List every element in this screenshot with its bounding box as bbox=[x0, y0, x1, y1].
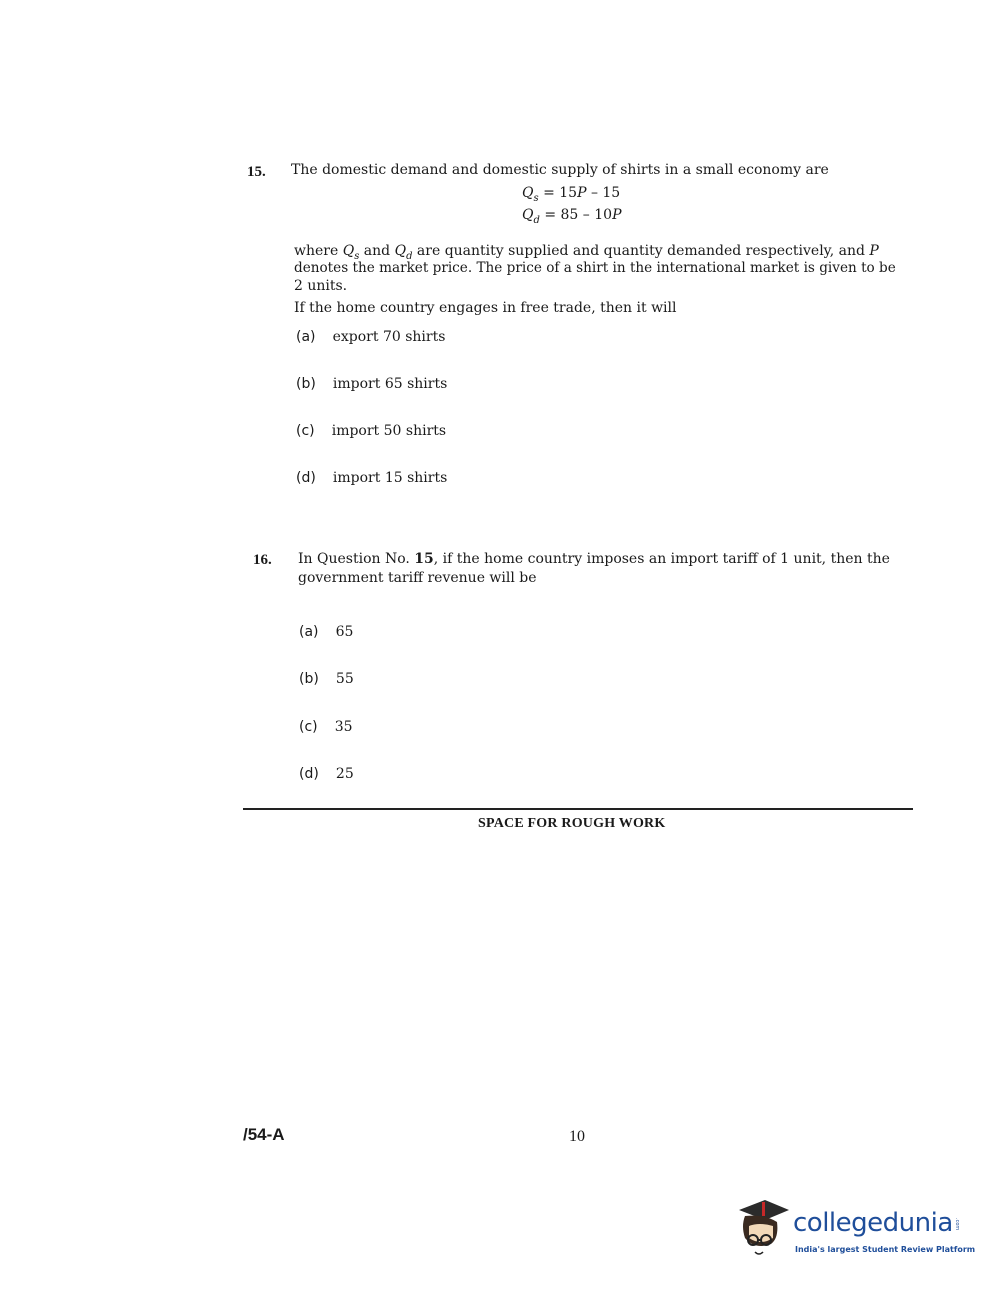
q15-where-line3: 2 units. bbox=[294, 278, 348, 294]
q15-where-line2: denotes the market price. The price of a shirt in the international market is given to be bbox=[294, 260, 896, 276]
eq-p: P bbox=[577, 185, 587, 201]
q16-option-d[interactable] bbox=[299, 763, 354, 782]
brand-com-suffix: .com bbox=[954, 1218, 960, 1231]
text: In Question No. bbox=[298, 551, 415, 567]
option-text: 65 bbox=[335, 624, 354, 640]
q16-number: 16. bbox=[253, 552, 272, 568]
page-number: 10 bbox=[569, 1128, 585, 1145]
option-text: export 70 shirts bbox=[332, 329, 446, 345]
text: are quantity supplied and quantity demanded respectively, and bbox=[412, 243, 870, 259]
q15-option-c[interactable] bbox=[296, 420, 446, 439]
qd-sub: d bbox=[406, 250, 413, 262]
text: and bbox=[359, 243, 395, 259]
eq-sub: s bbox=[533, 192, 539, 204]
rough-work-heading: SPACE FOR ROUGH WORK bbox=[478, 816, 666, 831]
qs-sub: s bbox=[354, 250, 360, 262]
option-text: import 50 shirts bbox=[331, 423, 447, 439]
eq-rhs: = 85 – 10 bbox=[544, 207, 613, 223]
q16-option-b[interactable] bbox=[299, 668, 354, 687]
option-label: (c) bbox=[299, 719, 318, 735]
q16-line1 bbox=[298, 551, 890, 568]
q15-option-b[interactable] bbox=[296, 373, 447, 392]
q16-option-c[interactable] bbox=[299, 716, 353, 735]
option-label: (b) bbox=[299, 671, 319, 687]
q15-number: 15. bbox=[247, 164, 266, 180]
option-text: import 65 shirts bbox=[332, 376, 448, 392]
qd-var: Q bbox=[394, 243, 407, 259]
question-ref: 15 bbox=[414, 551, 434, 567]
q15-option-d[interactable] bbox=[296, 467, 447, 486]
q15-stem: The domestic demand and domestic supply of shirts in a small economy are bbox=[291, 162, 829, 178]
eq-rhs: = 15 bbox=[543, 185, 578, 201]
option-text: 55 bbox=[335, 671, 354, 687]
option-text: 25 bbox=[335, 766, 354, 782]
eq-sub: d bbox=[533, 214, 540, 226]
qs-var: Q bbox=[342, 243, 355, 259]
q15-option-a[interactable] bbox=[296, 326, 445, 345]
q16-option-a[interactable] bbox=[299, 621, 353, 640]
eq-var: Q bbox=[522, 185, 534, 201]
option-label: (a) bbox=[299, 624, 319, 640]
option-text: 35 bbox=[334, 719, 353, 735]
option-text: import 15 shirts bbox=[332, 470, 448, 486]
q15-equation-supply bbox=[522, 185, 620, 204]
eq-var: Q bbox=[522, 207, 534, 223]
collegedunia-mascot-icon bbox=[735, 1196, 791, 1258]
eq-p: P bbox=[612, 207, 622, 223]
option-label: (d) bbox=[299, 766, 319, 782]
text: , if the home country imposes an import tariff of 1 unit, then the bbox=[433, 551, 890, 567]
option-label: (c) bbox=[296, 423, 315, 439]
collegedunia-brand: collegedunia bbox=[793, 1208, 953, 1238]
brand-tagline: India's largest Student Review Platform bbox=[795, 1245, 976, 1254]
option-label: (b) bbox=[296, 376, 316, 392]
option-label: (a) bbox=[296, 329, 316, 345]
q16-line2: government tariff revenue will be bbox=[298, 570, 537, 586]
eq-rhs2: – 15 bbox=[586, 185, 621, 201]
q15-equation-demand bbox=[522, 207, 621, 226]
option-label: (d) bbox=[296, 470, 316, 486]
divider-rule bbox=[243, 808, 913, 810]
paper-code: /54-A bbox=[243, 1125, 285, 1144]
q15-lead: If the home country engages in free trade, then it will bbox=[294, 300, 677, 316]
text: where bbox=[294, 243, 343, 259]
p-var: P bbox=[869, 243, 879, 259]
